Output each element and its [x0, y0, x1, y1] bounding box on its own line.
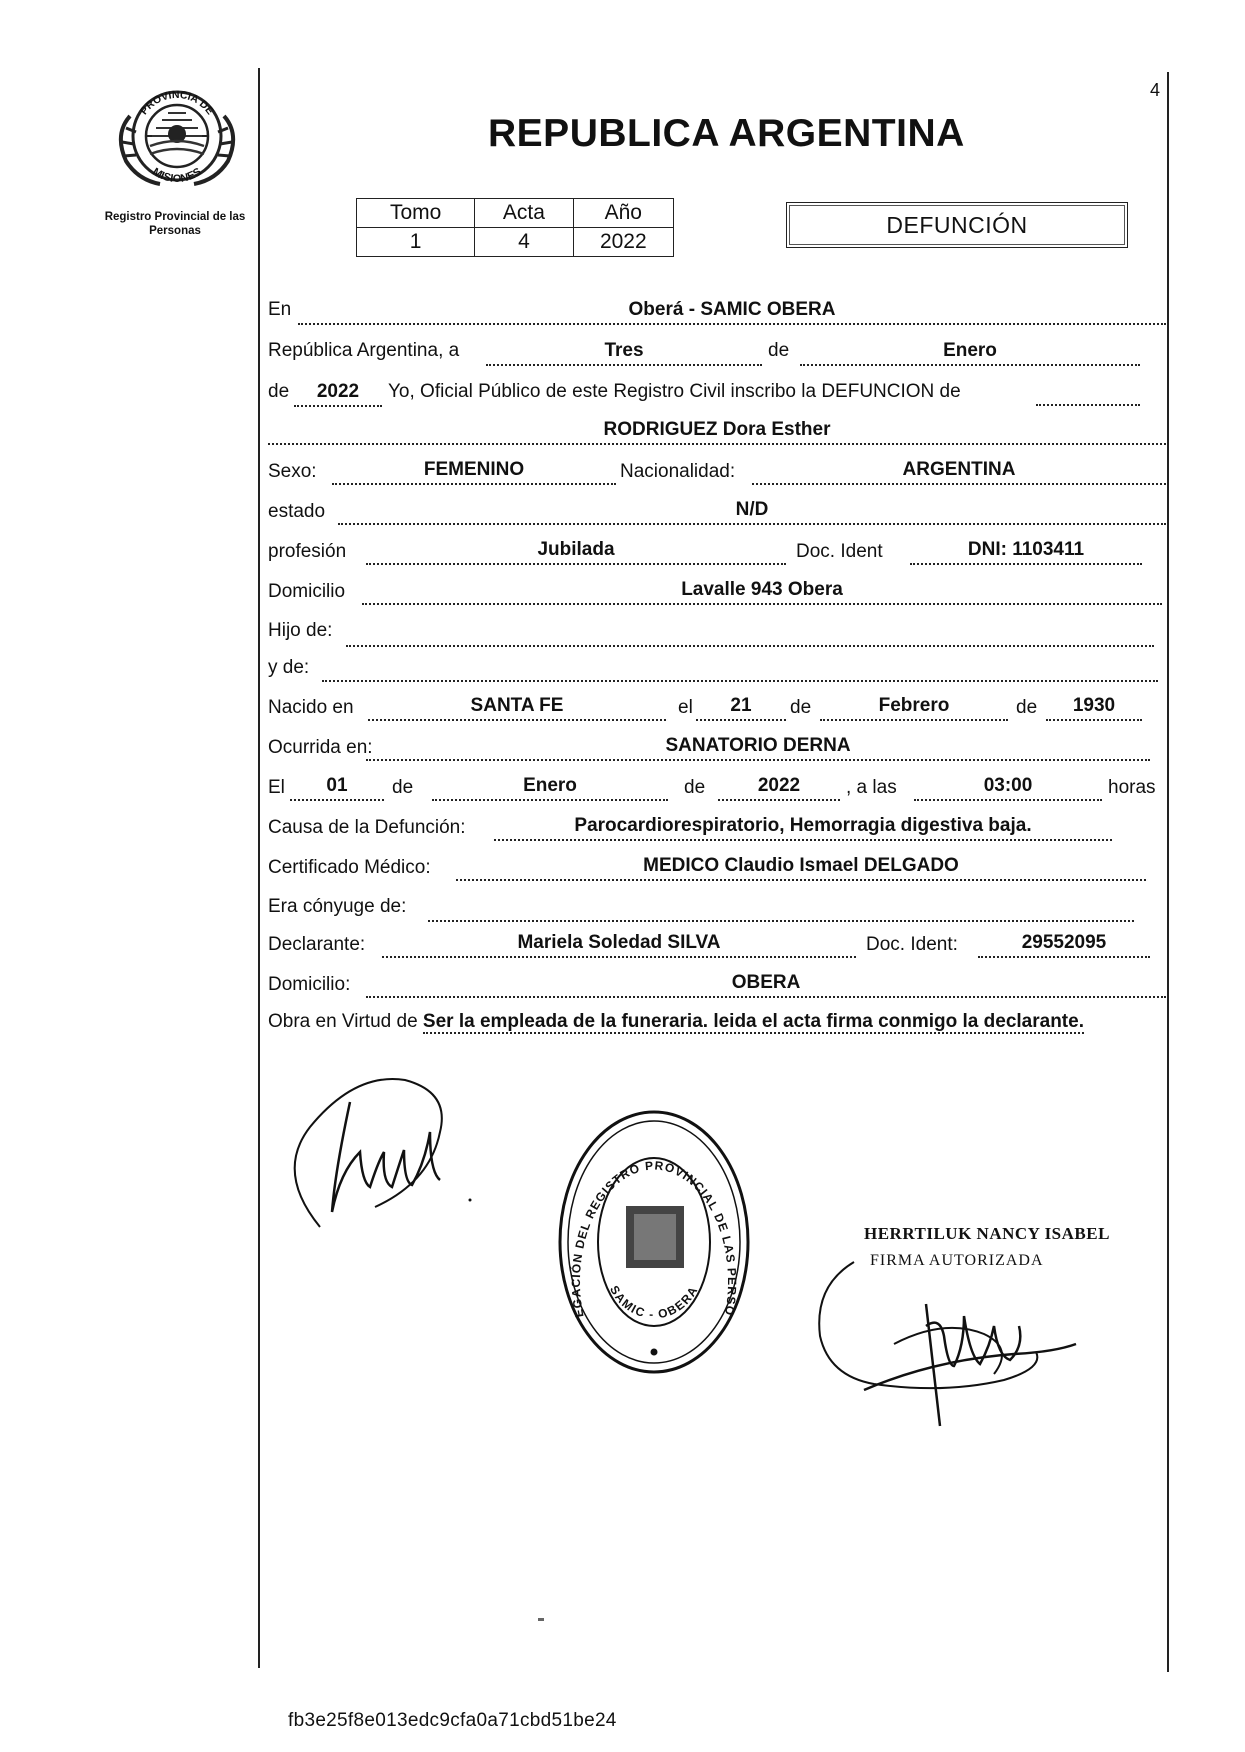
tomo-label: Tomo	[357, 199, 475, 228]
en-label: En	[268, 299, 292, 320]
nacido-mes-value: Febrero	[820, 694, 1008, 721]
certificado-value: MEDICO Claudio Ismael DELGADO	[456, 854, 1146, 881]
svg-text:SAMIC - OBERA	[607, 1283, 701, 1321]
document-hash: fb3e25f8e013edc9cfa0a71cbd51be24	[288, 1710, 617, 1731]
logo-caption: Registro Provincial de las Personas	[104, 211, 246, 237]
yde-dotted-line	[322, 680, 1158, 682]
certificado-label: Certificado Médico:	[268, 857, 431, 878]
ocurrida-label: Ocurrida en:	[268, 737, 373, 758]
nacionalidad-value: ARGENTINA	[752, 458, 1166, 485]
declarante-label: Declarante:	[268, 934, 366, 955]
doc-label-2: Doc. Ident:	[866, 934, 958, 955]
doc-value: DNI: 1103411	[910, 538, 1142, 565]
nacido-dia-value: 21	[696, 694, 786, 721]
de-label-5: de	[392, 777, 414, 798]
official-role: FIRMA AUTORIZADA	[870, 1252, 1044, 1269]
stamp-ring-text: EGACIÓN DEL REGISTRO PROVINCIAL DE LAS PERSO	[568, 1158, 740, 1319]
logo-ring-top: PROVINCIA DE	[137, 88, 217, 118]
provincial-seal-logo	[112, 76, 242, 191]
profesion-value: Jubilada	[366, 538, 786, 565]
yo-dotted-line	[1036, 404, 1140, 406]
official-signature	[814, 1256, 1084, 1441]
dia-texto-value: Tres	[486, 339, 762, 366]
logo-ring-bottom: MISIONES	[150, 165, 204, 185]
nacido-lugar-value: SANTA FE	[368, 694, 666, 721]
hijo-label: Hijo de:	[268, 620, 333, 641]
anio-value: 2022	[294, 380, 382, 407]
def-mes-value: Enero	[432, 774, 668, 801]
de-label-6: de	[684, 777, 706, 798]
domicilio-label: Domicilio	[268, 581, 346, 602]
official-stamp	[556, 1108, 752, 1381]
hijo-dotted-line	[346, 645, 1154, 647]
yde-label: y de:	[268, 657, 310, 678]
document-title: REPUBLICA ARGENTINA	[488, 112, 965, 155]
profesion-label: profesión	[268, 541, 347, 562]
estado-label: estado	[268, 501, 326, 522]
conyuge-dotted-line	[428, 920, 1134, 922]
ocurrida-value: SANATORIO DERNA	[366, 734, 1150, 761]
nacionalidad-label: Nacionalidad:	[620, 461, 736, 482]
nombre-value: RODRIGUEZ Dora Esther	[268, 418, 1166, 445]
scan-mark	[538, 1618, 544, 1621]
def-anio-value: 2022	[718, 774, 840, 801]
right-margin-line	[1167, 72, 1169, 1672]
doc-label: Doc. Ident	[796, 541, 883, 562]
de-label: de	[768, 340, 790, 361]
domicilio-label-2: Domicilio:	[268, 974, 351, 995]
obra-text: Ser la empleada de la funeraria. leida el acta firma conmigo la declarante.	[422, 1011, 1084, 1032]
domicilio-value: Lavalle 943 Obera	[362, 578, 1162, 605]
def-dia-value: 01	[290, 774, 384, 801]
de-label-4: de	[1016, 697, 1038, 718]
declarante-value: Mariela Soledad SILVA	[382, 931, 856, 958]
sexo-value: FEMENINO	[332, 458, 616, 485]
obra-paragraph	[268, 1009, 1170, 1035]
causa-label: Causa de la Defunción:	[268, 817, 466, 838]
lugar-value: Oberá - SAMIC OBERA	[298, 298, 1166, 325]
declarant-signature	[280, 1052, 500, 1267]
def-hora-value: 03:00	[914, 774, 1102, 801]
reference-table	[356, 198, 674, 257]
alas-label: , a las	[846, 777, 897, 798]
declarante-domicilio-value: OBERA	[366, 971, 1166, 998]
acta-value: 4	[475, 228, 573, 257]
mes-value: Enero	[800, 339, 1140, 366]
el-label: el	[678, 697, 693, 718]
official-name: HERRTILUK NANCY ISABEL	[864, 1224, 1110, 1243]
anio-label: Año	[573, 199, 673, 228]
anio-value: 2022	[573, 228, 673, 257]
left-margin-line	[258, 68, 260, 1668]
stamp-inner-text: SAMIC - OBERA	[607, 1283, 701, 1322]
de-label-3: de	[790, 697, 812, 718]
republica-label: República Argentina, a	[268, 340, 460, 361]
record-type-box: DEFUNCIÓN	[786, 202, 1128, 248]
nacido-label: Nacido en	[268, 697, 354, 718]
conyuge-label: Era cónyuge de:	[268, 896, 407, 917]
nacido-anio-value: 1930	[1046, 694, 1142, 721]
yo-text: Yo, Oficial Público de este Registro Civil inscribo la DEFUNCION de	[388, 381, 961, 402]
acta-label: Acta	[475, 199, 573, 228]
page-number: 4	[1150, 80, 1161, 100]
de-label-2: de	[268, 381, 290, 402]
sexo-label: Sexo:	[268, 461, 317, 482]
declarante-doc-value: 29552095	[978, 931, 1150, 958]
el-label-2: El	[268, 777, 285, 798]
tomo-value: 1	[357, 228, 475, 257]
horas-label: horas	[1108, 777, 1156, 798]
causa-value: Parocardiorespiratorio, Hemorragia digestiva baja.	[494, 814, 1112, 841]
obra-label: Obra en Virtud de	[268, 1011, 418, 1032]
estado-value: N/D	[338, 498, 1166, 525]
